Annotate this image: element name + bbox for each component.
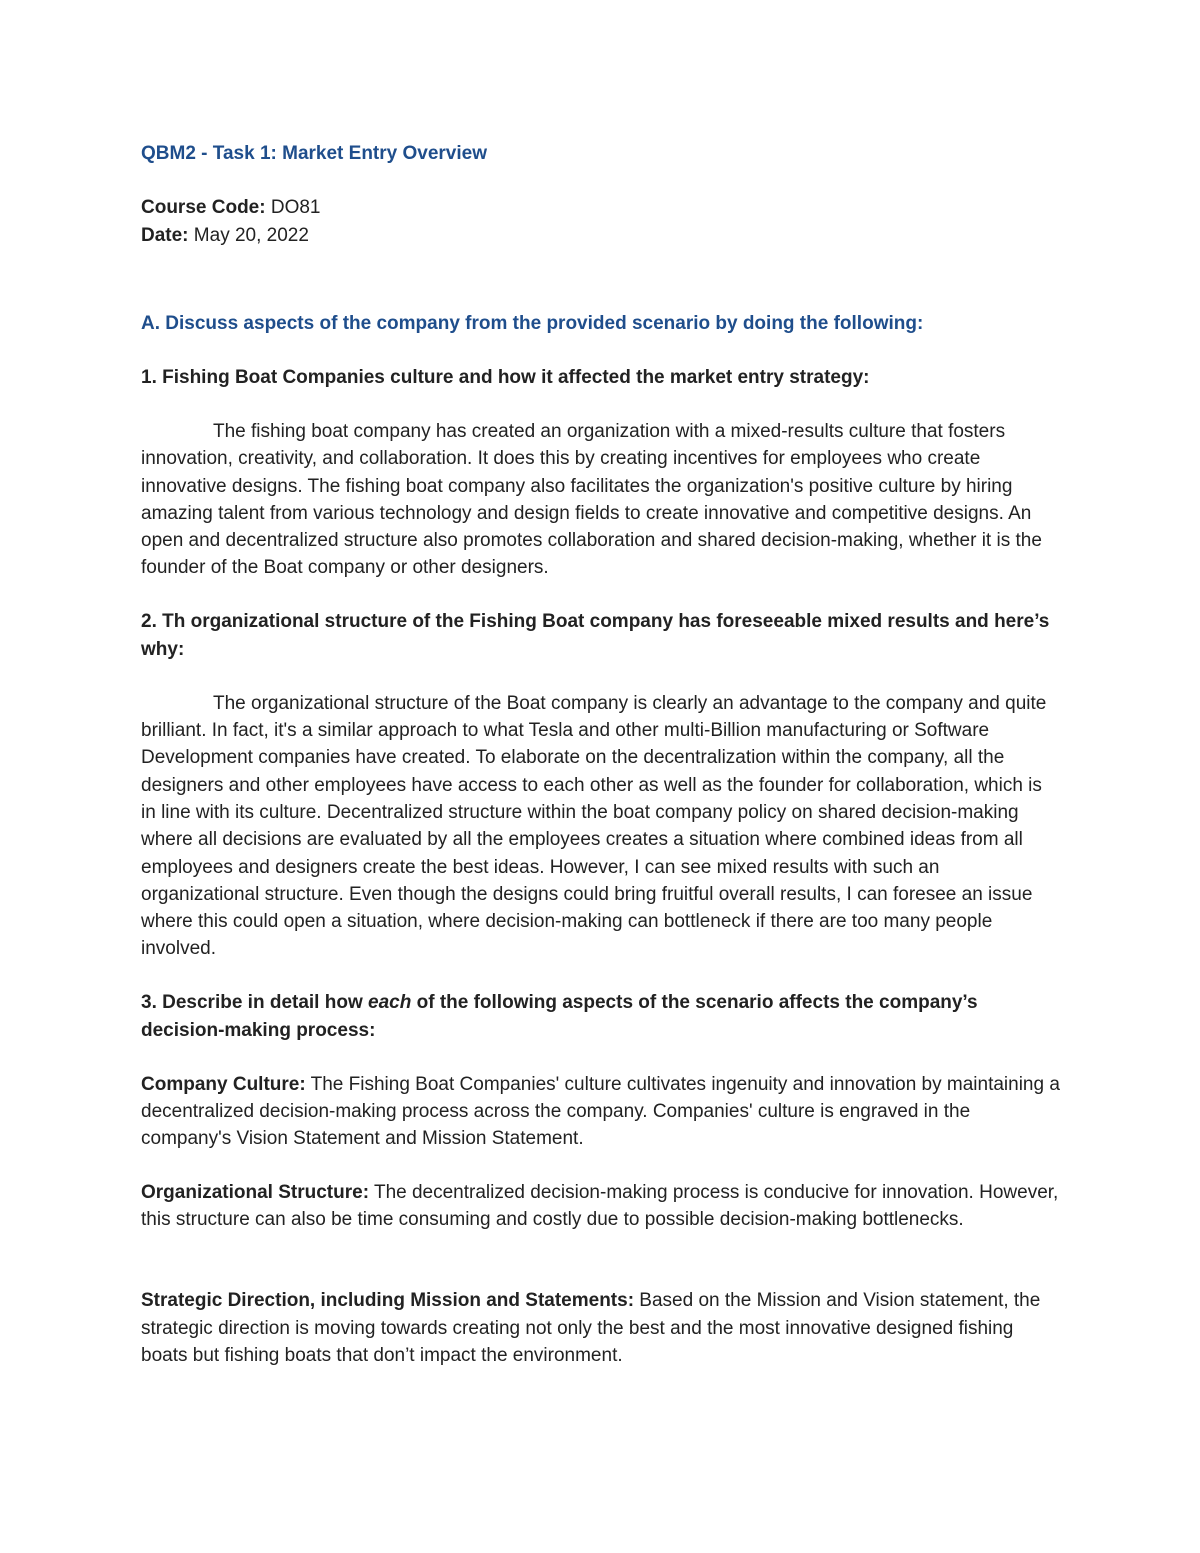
course-code-line <box>141 194 1061 222</box>
strategic-direction-label: Strategic Direction, including Mission and Statements: <box>141 1290 635 1312</box>
organizational-structure-paragraph <box>141 1179 1061 1234</box>
question-2-answer: The organizational structure of the Boat company is clearly an advantage to the company and quite brilliant. In fact, it's a similar approach to what Tesla and other multi-Billion manufacturing or Software Development companies have created. To elaborate on the decentralization within the company, all the designers and other employees have access to each other as well as the founder for collaboration, which is in line with its culture. Decentralized structure within the boat company policy on shared decision-making where all decisions are evaluated by all the employees creates a situation where combined ideas from all employees and designers create the best ideas. However, I can see mixed results with such an organizational structure. Even though the designs could bring fruitful overall results, I can foresee an issue where this could open a situation, where decision-making can bottleneck if there are too many people involved. <box>141 692 1047 960</box>
strategic-direction-paragraph <box>141 1287 1061 1369</box>
question-3-heading-end: of the following aspects of the scenario affects the company’s decision-making process: <box>141 991 978 1041</box>
date-line <box>141 222 1061 250</box>
strategic-direction-text: Based on the Mission and Vision statement, the strategic direction is moving towards creating not only the best and the most innovative designed fishing boats but fishing boats that don’t impact the environment. <box>141 1290 1041 1366</box>
organizational-structure-text: The decentralized decision-making process is conducive for innovation. However, this structure can also be time consuming and costly due to possible decision-making bottlenecks. <box>141 1181 1059 1230</box>
question-3-heading-start: 3. Describe in detail how <box>141 991 369 1013</box>
document-title: QBM2 - Task 1: Market Entry Overview <box>141 143 487 164</box>
date-value: May 20, 2022 <box>188 225 309 246</box>
question-1-answer: The fishing boat company has created an organization with a mixed-results culture that fosters innovation, creativity, and collaboration. It does this by creating incentives for employees who create innovative designs. The fishing boat company also facilitates the organization's positive culture by hiring amazing talent from various technology and design fields to create innovative and competitive designs. An open and decentralized structure also promotes collaboration and shared decision-making, whether it is the founder of the Boat company or other designers. <box>141 421 1042 579</box>
company-culture-text: The Fishing Boat Companies' culture cultivates ingenuity and innovation by maintaining a decentralized decision-making process across the company. Companies' culture is engraved in the company's Vision Statement and Mission Statement. <box>141 1073 1060 1150</box>
organizational-structure-label: Organizational Structure: <box>141 1181 370 1203</box>
course-code-label: Course Code: <box>141 197 266 218</box>
course-code-value: DO81 <box>265 197 321 218</box>
question-3-heading-emphasis: each <box>368 991 412 1013</box>
question-3-heading <box>141 989 1061 1045</box>
company-culture-label: Company Culture: <box>141 1073 306 1095</box>
section-a-heading: A. Discuss aspects of the company from the provided scenario by doing the following: <box>141 313 924 334</box>
document-page <box>141 140 1061 1395</box>
question-2-heading: 2. Th organizational structure of the Fishing Boat company has foreseeable mixed results and here’s why: <box>141 610 1050 660</box>
date-label: Date: <box>141 225 189 246</box>
company-culture-paragraph <box>141 1071 1061 1153</box>
question-1-heading: 1. Fishing Boat Companies culture and how it affected the market entry strategy: <box>141 367 870 388</box>
